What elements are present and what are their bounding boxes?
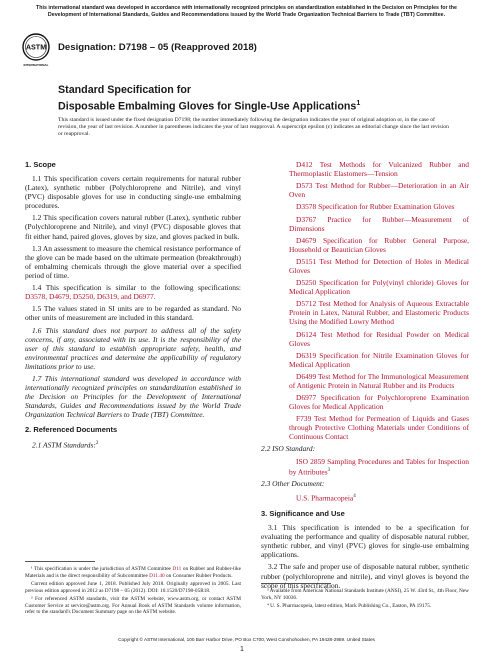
reference-code-link[interactable]: D5712 <box>296 299 317 309</box>
para-1-1: 1.1 This specification covers certain requirements for natural rubber (Latex), synthetic rubber (Polychloroprene and Nitrile), and vinyl (PVC) disposable gloves for use in conducting single-use embalming procedures. <box>25 174 241 211</box>
logo-subtext: INTERNATIONAL <box>23 63 49 67</box>
reference-item <box>261 160 469 178</box>
reference-item <box>261 236 469 254</box>
footnote-1 <box>25 566 241 579</box>
reference-title-link[interactable]: Specification for Rubber General Purpose, Household or Beautician Gloves <box>289 235 469 254</box>
subcommittee-link[interactable]: D11.40 <box>149 572 165 579</box>
iso-heading <box>261 444 469 453</box>
other-doc-heading <box>261 479 469 488</box>
reference-title-link[interactable]: Test Methods for Vulcanized Rubber and Thermoplastic Elastomers—Tension <box>289 160 469 178</box>
committee-link[interactable]: D11 <box>172 566 182 572</box>
para-1-7: 1.7 This international standard was developed in accordance with internationally recognized principles on standardization established in the Decision on Principles for the Development of International Standards, Guides and Recommendations issued by the World Trade Organization Technical Barriers to Trade (TBT) Committee. <box>25 374 241 420</box>
reference-item <box>261 215 469 233</box>
footnote-1-edition: Current edition approved June 1, 2018. Published July 2018. Originally approved in 2005. Last previous edition approved in 2012 as D7198 – 05 (2012). DOI: 10.1520/D7198-05R18. <box>25 581 241 594</box>
reference-code-link[interactable]: D573 <box>296 181 313 191</box>
usp-link[interactable]: U.S. Pharmacopeia <box>296 493 354 503</box>
footnote-2: ² For referenced ASTM standards, visit the ASTM website, www.astm.org, or contact ASTM Customer Service at service@astm.org. For Annual Book of ASTM Standards volume information, refer to the standard's Document Summary page on the ASTM website. <box>25 596 241 616</box>
reference-title-link[interactable]: Test Method for Permeation of Liquids and Gases through Protective Clothing Materials under Conditions of Continuous Contact <box>289 414 469 442</box>
reference-code-link[interactable]: D412 <box>296 160 313 169</box>
iso-heading-text: 2.2 ISO Standard: <box>261 444 316 454</box>
reference-title-link[interactable]: Specification for Poly(vinyl chloride) Gloves for Medical Application <box>289 278 470 297</box>
para-1-6: 1.6 This standard does not purport to address all of the safety concerns, if any, associated with its use. It is the responsibility of the user of this standard to establish appropriate safety, health, and environmental practices and determine the applicability of regulatory limitations prior to use. <box>25 325 241 371</box>
scope-heading: 1. Scope <box>25 160 56 169</box>
reference-title-link[interactable]: Test Method for The Immunological Measurement of Antigenic Protein in Natural Rubber and its Products <box>289 371 469 390</box>
iso-code[interactable]: ISO 2859 <box>296 456 326 466</box>
reference-code-link[interactable]: D5151 <box>296 256 317 266</box>
footnote-rule-right <box>261 583 331 584</box>
significance-heading: 3. Significance and Use <box>261 509 345 519</box>
reference-title-link[interactable]: Practice for Rubber—Measurement of Dimensions <box>289 214 469 233</box>
para-1-3: 1.3 An assessment to measure the chemical resistance performance of the glove can be made based on the ultimate permeation (breakthrough) of embalming chemicals through the glove material over a specified period of time. <box>25 243 241 280</box>
reference-item <box>261 414 469 441</box>
reference-code-link[interactable]: D3578 <box>296 202 317 212</box>
fn1-text-a: ¹ This specification is under the jurisdiction of ASTM Committee <box>31 566 173 572</box>
para-1-5: 1.5 The values stated in SI units are to be regarded as standard. No other units of measurement are included in this standard. <box>25 304 241 323</box>
reference-title-link[interactable]: Test Method for Rubber—Deterioration in an Air Oven <box>289 181 469 200</box>
iso-reference <box>261 457 469 476</box>
reference-item <box>261 393 469 411</box>
para-1-4-text: 1.4 This specification is similar to the following specifications: <box>32 283 241 293</box>
para-1-2: 1.2 This specification covers natural rubber (Latex), synthetic rubber (Polychloroprene and Nitrile), and vinyl (PVC) disposable gloves that fit either hand, paired gloves, gloves by size, and gloves packed in bulk. <box>25 213 241 241</box>
iso-title[interactable]: Sampling Procedures and Tables for Inspection by Attributes <box>289 456 470 477</box>
astm-logo <box>21 32 51 76</box>
reference-code-link[interactable]: D5250 <box>296 278 317 288</box>
reference-code-link[interactable]: D6319 <box>296 350 317 360</box>
reference-code-link[interactable]: D6499 <box>296 371 317 381</box>
reference-item <box>261 181 469 199</box>
reference-title-link[interactable]: Test Method for Residual Powder on Medical Gloves <box>289 329 469 348</box>
reference-item <box>261 351 469 369</box>
reference-code-link[interactable]: D3767 <box>296 214 317 224</box>
reference-title-link[interactable]: Test Method for Analysis of Aqueous Extractable Protein in Latex, Natural Rubber, and Elastomeric Products Using the Modified Lowry Method <box>289 299 469 327</box>
related-spec-links[interactable]: D3578, D4679, D5250, D6319, and D6977. <box>25 292 156 302</box>
footnote-4: ⁴ U. S. Pharmacopeia, latest edition, Mack Publishing Co., Easton, PA 19175. <box>267 603 432 610</box>
tbt-notice: This international standard was developed in accordance with internationally recognized principles on standardization established in the Decision on Principles for the Development of International Standards, Guides and Recommendations issued by the World Trade Organization Technical Barriers to Trade (TBT) Committee. <box>36 5 457 18</box>
reference-title-link[interactable]: Specification for Nitrile Examination Gloves for Medical Application <box>289 350 470 369</box>
left-footnotes <box>25 566 241 618</box>
right-column <box>261 160 469 593</box>
footnote-mark-3: 3 <box>327 467 331 473</box>
right-footnotes <box>261 588 469 612</box>
document-title <box>58 84 458 114</box>
reference-title-link[interactable]: Test Method for Detection of Holes in Medical Gloves <box>289 256 469 275</box>
usp-reference <box>261 492 469 502</box>
left-column <box>25 160 241 453</box>
reference-item <box>261 257 469 275</box>
astm-reference-list <box>261 160 469 441</box>
reference-code-link[interactable]: D4679 <box>296 235 317 245</box>
standard-note: This standard is issued under the fixed designation D7198; the number immediately following the designation indicates the year of original adoption or, in the case of revision, the year of last revision. A number in parentheses indicates the year of last reapproval. A superscript epsilon (ε) indicates an editorial change since the last revision or reapproval. <box>58 117 449 138</box>
para-2-1 <box>25 439 241 450</box>
footnote-rule-left <box>25 561 95 562</box>
reference-item <box>261 299 469 326</box>
footnote-mark-2: 2 <box>95 441 99 447</box>
designation: Designation: D7198 – 05 (Reapproved 2018) <box>58 42 257 53</box>
reference-title-link[interactable]: Specification for Polychloroprene Examination Gloves for Medical Application <box>289 393 469 412</box>
reference-item <box>261 372 469 390</box>
para-3-1: 3.1 This specification is intended to be a specification for evaluating the performance and quality of disposable natural rubber, synthetic rubber, and vinyl (PVC) gloves for single-use embalming applications. <box>261 523 469 560</box>
astm-standards-label: 2.1 ASTM Standards: <box>32 440 96 450</box>
title-main: Disposable Embalming Gloves for Single-Use Applications <box>58 100 357 113</box>
logo-text: ASTM <box>25 42 47 52</box>
reference-item <box>261 278 469 296</box>
copyright-line: Copyright © ASTM International, 100 Barr Harbor Drive, PO Box C700, West Conshohocken, PA 19428-2959. United States <box>118 637 375 642</box>
para-1-4 <box>25 283 241 301</box>
reference-title-link[interactable]: Specification for Rubber Examination Gloves <box>318 202 455 212</box>
title-line-2 <box>58 97 458 114</box>
other-doc-heading-text: 2.3 Other Document: <box>261 479 325 489</box>
para-3-2: 3.2 The safe and proper use of disposable natural rubber, synthetic rubber (polychloroprene and nitrile), and vinyl gloves is beyond the scope of this specification. <box>261 562 469 590</box>
reference-item <box>261 202 469 211</box>
footnote-mark-4: 4 <box>353 493 356 499</box>
reference-code-link[interactable]: D6977 <box>296 393 317 403</box>
fn1-text-b: on Rubber and Rubber-like Materials and is the direct responsibility of Subcommittee <box>25 566 241 579</box>
reference-code-link[interactable]: D6124 <box>296 329 317 339</box>
page-number: 1 <box>240 646 244 653</box>
reference-item <box>261 330 469 348</box>
title-footnote-mark: 1 <box>356 100 361 108</box>
reference-code-link[interactable]: F739 <box>296 414 312 424</box>
referenced-documents-heading: 2. Referenced Documents <box>25 425 118 435</box>
fn1-text-c: on Consumer Rubber Products. <box>164 572 233 579</box>
title-line-1: Standard Specification for <box>58 84 192 96</box>
footnote-3: ³ Available from American National Standards Institute (ANSI), 25 W. 43rd St., 4th Floor, New York, NY 10036. <box>261 588 469 601</box>
